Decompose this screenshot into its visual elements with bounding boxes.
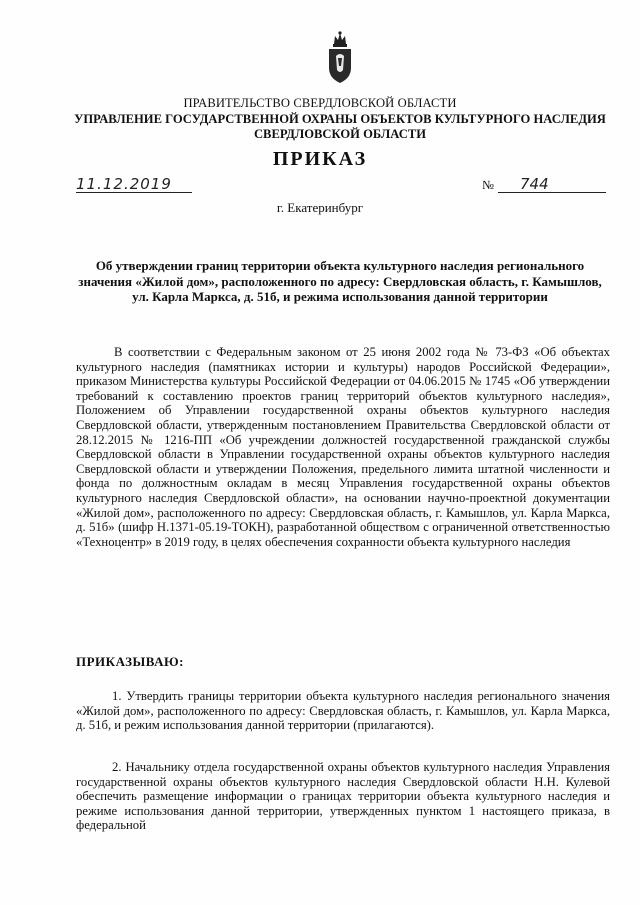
document-title: Об утверждении границ территории объекта культурного наследия регионального значения «Жилой дом», расположенного по адресу: Свердловская область, г. Камышлов, ул. Карла Маркса, д. 51б, и режима использования данной территории (78, 258, 602, 304)
preamble-paragraph: В соответствии с Федеральным законом от 25 июня 2002 года № 73-ФЗ «Об объектах культурного наследия (памятниках истории и культуры) народов Российской Федерации», приказом Министерства культуры Российской Федерации от 04.06.2015 № 1745 «Об утверждении требований к составлению проектов границ территорий объектов культурного наследия», Положением об Управлении государственной охраны объектов культурного наследия Свердловской области, утвержденным постановлением Правительства Свердловской области от 28.12.2015 № 1216-ПП «Об учреждении должностей государственной гражданской службы Свердловской области в Управлении государственной охраны объектов культурного наследия Свердловской области и утверждении Положения, предельного лимита штатной численности и фонда по должностным окладам в месяц Управления государственной охраны объектов культурного наследия Свердловской области», на основании научно-проектной документации «Жилой дом», расположенного по адресу: Свердловская область, г. Камышлов, ул. Карла Маркса, д. 51б» (шифр Н.1371-05.19-ТОКН), разработанной обществом с ограниченной ответственностью «Техноцентр» в 2019 году, в целях обеспечения сохранности объекта культурного наследия (76, 345, 610, 549)
order-number-label: № (482, 178, 494, 192)
order-item-2: 2. Начальнику отдела государственной охраны объектов культурного наследия Управления государственной охраны объектов культурного наследия Свердловской области Н.Н. Кулевой обеспечить размещение информации о границах территории объекта культурного наследия и режиме использования данной территории, утвержденных пунктом 1 настоящего приказа, в федеральной (76, 760, 610, 833)
order-date: 11.12.2019 (76, 176, 192, 193)
order-item-1: 1. Утвердить границы территории объекта культурного наследия регионального значения «Жилой дом», расположенного по адресу: Свердловская область, г. Камышлов, ул. Карла Маркса, д. 51б, и режим использования данной территории (прилагаются). (76, 689, 610, 733)
order-number: 744 (498, 176, 606, 193)
order-word: ПРИКАЗЫВАЮ: (76, 654, 184, 669)
government-name: ПРАВИТЕЛЬСТВО СВЕРДЛОВСКОЙ ОБЛАСТИ (183, 96, 457, 110)
coat-of-arms-icon (327, 30, 353, 84)
document-type: ПРИКАЗ (272, 148, 368, 170)
city: г. Екатеринбург (276, 200, 364, 215)
department-name: УПРАВЛЕНИЕ ГОСУДАРСТВЕННОЙ ОХРАНЫ ОБЪЕКТОВ КУЛЬТУРНОГО НАСЛЕДИЯ СВЕРДЛОВСКОЙ ОБЛАСТИ (74, 112, 606, 141)
